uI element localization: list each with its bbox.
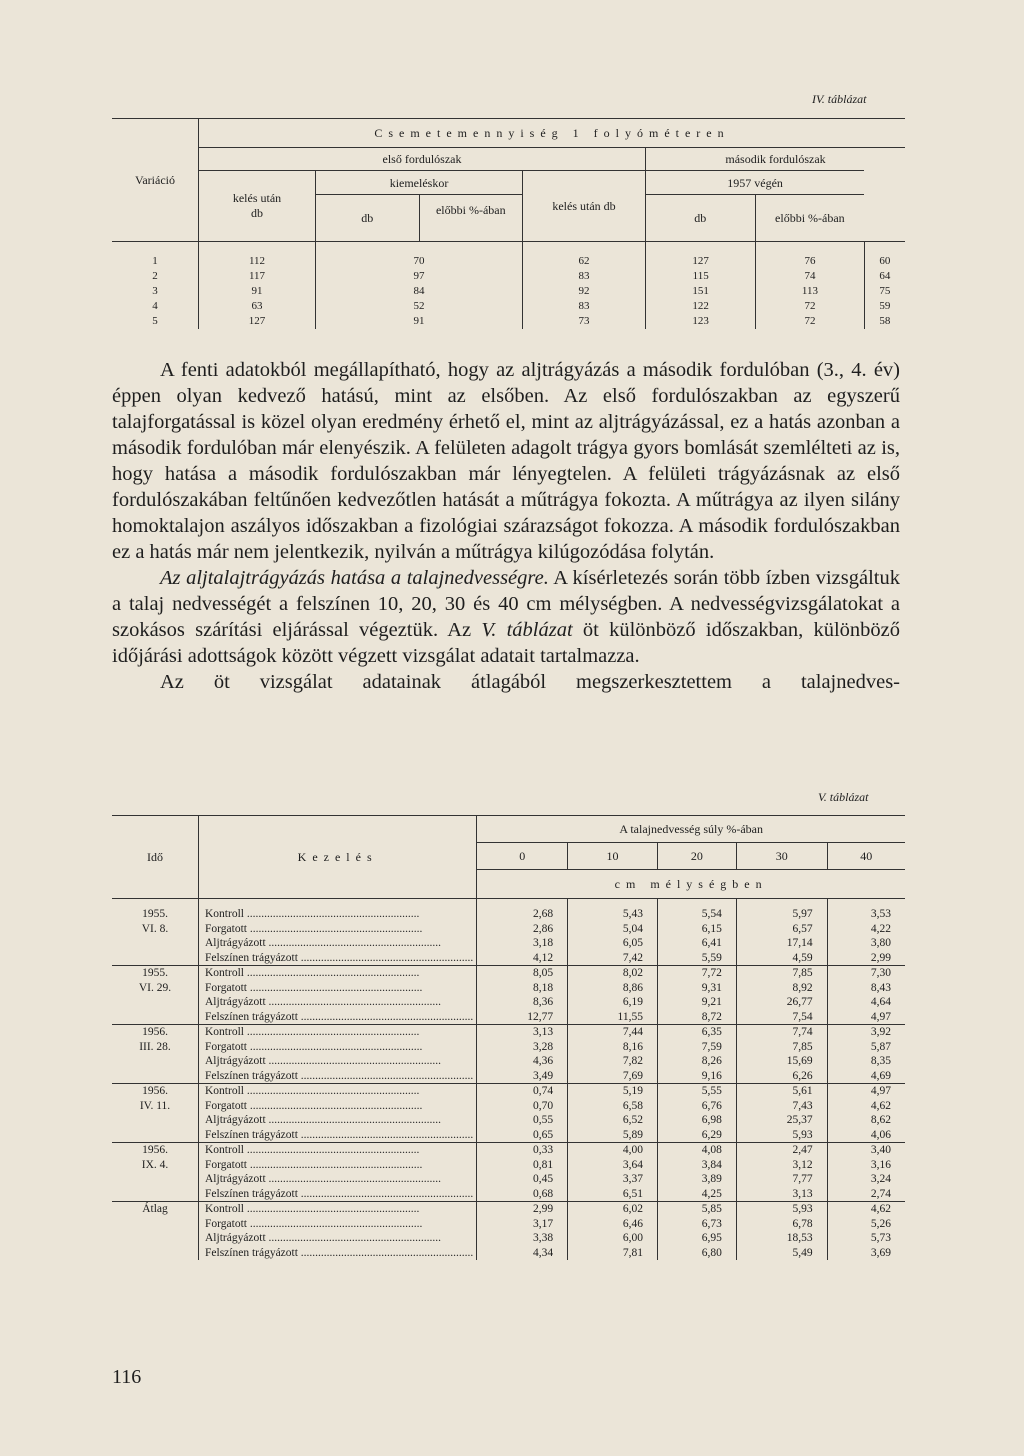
table4-cell: 58 xyxy=(864,314,905,329)
table4-cell: 91 xyxy=(199,284,316,299)
date-cell: IV. 11. xyxy=(139,1099,171,1112)
treatment-label: Aljtrágyázott ............................................................ xyxy=(199,1113,477,1128)
moisture-value: 7,42 xyxy=(568,951,658,966)
table4-cell: 83 xyxy=(523,299,646,314)
treatment-label: Aljtrágyázott ............................................................ xyxy=(199,1172,477,1187)
paragraph-2: Az aljtalajtrágyázás hatása a talajnedvességre. A kísérletezés során több ízben vizsgáltuk a talaj nedvességét a felszínen 10, 20, 30 és 40 cm mélységben. A nedvességvizsgálatokat a szokásos szárítási eljárással végeztük. Az V. táblázat öt különböző időszakban, különböző időjárási adottságok között végzett vizsgálat adatait tartalmazza. xyxy=(112,567,900,667)
moisture-value: 6,51 xyxy=(568,1187,658,1202)
treatment-label: Forgatott ............................................................ xyxy=(199,922,477,937)
moisture-value: 9,16 xyxy=(657,1069,736,1084)
moisture-value: 3,80 xyxy=(827,936,905,951)
moisture-value: 2,68 xyxy=(477,899,568,922)
table5-row xyxy=(112,1246,905,1261)
table4-cell: 123 xyxy=(646,314,756,329)
moisture-value: 2,86 xyxy=(477,922,568,937)
moisture-value: 6,76 xyxy=(657,1099,736,1114)
moisture-value: 3,38 xyxy=(477,1231,568,1246)
table4-cell: 63 xyxy=(199,299,316,314)
table5-row xyxy=(112,1025,905,1040)
date-cell: 1955. xyxy=(142,908,168,920)
date-cell xyxy=(112,1172,199,1187)
moisture-value: 5,54 xyxy=(657,899,736,922)
group-title: Csemetemennyiség 1 folyóméteren xyxy=(199,119,906,148)
table5-row xyxy=(112,1113,905,1128)
date-cell xyxy=(112,1054,199,1069)
moisture-value: 3,17 xyxy=(477,1217,568,1232)
treatment-label: Forgatott ............................................................ xyxy=(199,1217,477,1232)
treatment-label: Forgatott ............................................................ xyxy=(199,981,477,996)
moisture-value: 4,36 xyxy=(477,1054,568,1069)
moisture-value: 7,54 xyxy=(736,1010,827,1025)
moisture-value: 8,72 xyxy=(657,1010,736,1025)
moisture-value: 11,55 xyxy=(568,1010,658,1025)
treatment-label: Aljtrágyázott ............................................................ xyxy=(199,936,477,951)
date-cell: IX. 4. xyxy=(141,1158,169,1171)
moisture-value: 6,00 xyxy=(568,1231,658,1246)
depth-40: 40 xyxy=(827,843,905,870)
table4-cell: 117 xyxy=(199,269,316,284)
moisture-value: 5,73 xyxy=(827,1231,905,1246)
table4-row xyxy=(112,269,905,284)
moisture-value: 5,55 xyxy=(657,1084,736,1099)
kiem-db-label: db xyxy=(361,210,374,225)
date-cell xyxy=(112,1217,199,1232)
moisture-value: 3,84 xyxy=(657,1158,736,1173)
table5-row xyxy=(112,1040,905,1055)
vegen-db-label: db xyxy=(694,210,707,225)
moisture-value: 4,64 xyxy=(827,995,905,1010)
moisture-value: 8,02 xyxy=(568,966,658,981)
table4-cell: 84 xyxy=(316,284,523,299)
table4-cell: 122 xyxy=(646,299,756,314)
table5 xyxy=(112,815,905,1260)
moisture-value: 0,33 xyxy=(477,1143,568,1158)
moisture-value: 0,65 xyxy=(477,1128,568,1143)
table5-body xyxy=(112,899,905,1261)
moisture-value: 5,26 xyxy=(827,1217,905,1232)
moisture-value: 7,59 xyxy=(657,1040,736,1055)
date-cell: 1956. xyxy=(112,1025,199,1040)
table5-row xyxy=(112,1128,905,1143)
table5-row xyxy=(112,922,905,937)
table5-row xyxy=(112,966,905,981)
moisture-value: 8,36 xyxy=(477,995,568,1010)
moisture-value: 3,12 xyxy=(736,1158,827,1173)
moisture-value: 3,40 xyxy=(827,1143,905,1158)
table5-row xyxy=(112,1099,905,1114)
moisture-value: 6,73 xyxy=(657,1217,736,1232)
moisture-value: 4,97 xyxy=(827,1010,905,1025)
table4-cell: 115 xyxy=(646,269,756,284)
treatment-label: Kontroll ............................................................ xyxy=(199,966,477,981)
moisture-value: 6,95 xyxy=(657,1231,736,1246)
table4-cell: 3 xyxy=(152,285,158,297)
table4-cell: 151 xyxy=(646,284,756,299)
moisture-value: 4,59 xyxy=(736,951,827,966)
table4-caption: IV. táblázat xyxy=(812,92,867,106)
moisture-value: 3,89 xyxy=(657,1172,736,1187)
moisture-value: 4,69 xyxy=(827,1069,905,1084)
moisture-value: 3,13 xyxy=(736,1187,827,1202)
treatment-label: Kontroll ............................................................ xyxy=(199,1202,477,1217)
date-cell: 1956. xyxy=(112,1143,199,1158)
table5-row xyxy=(112,1054,905,1069)
moisture-value: 6,02 xyxy=(568,1202,658,1217)
date-cell xyxy=(112,936,199,951)
table5-row xyxy=(112,936,905,951)
table5-row xyxy=(112,1217,905,1232)
keles-utan-header xyxy=(199,171,316,242)
moisture-value: 6,80 xyxy=(657,1246,736,1261)
moisture-value: 7,30 xyxy=(827,966,905,981)
moisture-value: 4,22 xyxy=(827,922,905,937)
table4-row xyxy=(112,242,905,270)
moisture-value: 3,16 xyxy=(827,1158,905,1173)
moisture-value: 7,69 xyxy=(568,1069,658,1084)
treatment-label: Forgatott ............................................................ xyxy=(199,1040,477,1055)
date-cell: III. 28. xyxy=(139,1040,171,1053)
table5-row xyxy=(112,1187,905,1202)
moisture-value: 6,78 xyxy=(736,1217,827,1232)
moisture-value: 8,35 xyxy=(827,1054,905,1069)
date-cell: Átlag xyxy=(112,1202,199,1217)
moisture-value: 7,82 xyxy=(568,1054,658,1069)
col-ido: Idő xyxy=(112,816,199,899)
table5-row xyxy=(112,981,905,996)
table4-cell: 59 xyxy=(864,299,905,314)
moisture-value: 5,61 xyxy=(736,1084,827,1099)
moisture-value: 2,99 xyxy=(827,951,905,966)
table5-row xyxy=(112,899,905,922)
moisture-value: 5,49 xyxy=(736,1246,827,1261)
moisture-value: 6,05 xyxy=(568,936,658,951)
moisture-value: 5,93 xyxy=(736,1202,827,1217)
vegen-elobbi-label: előbbi %-ában xyxy=(755,195,865,241)
kiemeleskor-label: kiemeléskor xyxy=(316,172,522,195)
moisture-value: 3,92 xyxy=(827,1025,905,1040)
moisture-value: 8,05 xyxy=(477,966,568,981)
moisture-value: 5,04 xyxy=(568,922,658,937)
table5-row xyxy=(112,1069,905,1084)
moisture-value: 4,25 xyxy=(657,1187,736,1202)
treatment-label: Forgatott ............................................................ xyxy=(199,1158,477,1173)
table4-cell: 2 xyxy=(152,270,158,282)
table4-cell: 1 xyxy=(152,255,158,267)
table5-row xyxy=(112,1158,905,1173)
treatment-label: Aljtrágyázott ............................................................ xyxy=(199,1054,477,1069)
table5-caption: V. táblázat xyxy=(818,790,869,804)
table5-row xyxy=(112,951,905,966)
table5-row xyxy=(112,1202,905,1217)
body-text xyxy=(112,357,900,695)
table5-row xyxy=(112,1084,905,1099)
table-ref: V. táblázat xyxy=(481,619,573,641)
kiemeleskor-header xyxy=(316,171,523,242)
moisture-value: 6,41 xyxy=(657,936,736,951)
moisture-value: 7,85 xyxy=(736,1040,827,1055)
moisture-value: 6,52 xyxy=(568,1113,658,1128)
second-period: második fordulószak xyxy=(646,148,905,171)
moisture-value: 4,06 xyxy=(827,1128,905,1143)
moisture-value: 4,12 xyxy=(477,951,568,966)
date-cell xyxy=(112,1231,199,1246)
treatment-label: Aljtrágyázott ............................................................ xyxy=(199,1231,477,1246)
moisture-value: 4,97 xyxy=(827,1084,905,1099)
table4-cell: 75 xyxy=(864,284,905,299)
moisture-value: 5,97 xyxy=(736,899,827,922)
treatment-label: Felszínen trágyázott ............................................................ xyxy=(199,951,477,966)
table4-cell: 127 xyxy=(646,242,756,270)
date-cell xyxy=(112,1187,199,1202)
moisture-value: 7,74 xyxy=(736,1025,827,1040)
moisture-value: 5,87 xyxy=(827,1040,905,1055)
date-cell xyxy=(112,1113,199,1128)
table4-row xyxy=(112,299,905,314)
treatment-label: Felszínen trágyázott ............................................................ xyxy=(199,1187,477,1202)
table4-cell: 4 xyxy=(152,300,158,312)
moisture-value: 6,19 xyxy=(568,995,658,1010)
col-kezeles: Kezelés xyxy=(199,816,477,899)
paragraph-3: Az öt vizsgálat adatainak átlagából megszerkesztettem a talajnedves- xyxy=(160,671,900,693)
treatment-label: Aljtrágyázott ............................................................ xyxy=(199,995,477,1010)
moisture-value: 15,69 xyxy=(736,1054,827,1069)
moisture-value: 9,31 xyxy=(657,981,736,996)
table4-cell: 113 xyxy=(756,284,864,299)
moisture-value: 8,26 xyxy=(657,1054,736,1069)
table5-row xyxy=(112,1143,905,1158)
moisture-value: 6,46 xyxy=(568,1217,658,1232)
date-cell: 1956. xyxy=(112,1084,199,1099)
table4-cell: 92 xyxy=(523,284,646,299)
table4-cell: 112 xyxy=(199,242,316,270)
moisture-value: 4,08 xyxy=(657,1143,736,1158)
table4-cell: 64 xyxy=(864,269,905,284)
date-cell: VI. 8. xyxy=(141,922,169,935)
table4-row xyxy=(112,284,905,299)
table4-cell: 5 xyxy=(152,315,158,327)
moisture-value: 8,16 xyxy=(568,1040,658,1055)
moisture-value: 7,81 xyxy=(568,1246,658,1261)
moisture-value: 9,21 xyxy=(657,995,736,1010)
table4-cell: 97 xyxy=(316,269,523,284)
first-period: első fordulószak xyxy=(199,148,646,171)
moisture-value: 6,15 xyxy=(657,922,736,937)
moisture-value: 26,77 xyxy=(736,995,827,1010)
moisture-value: 3,49 xyxy=(477,1069,568,1084)
moisture-value: 3,24 xyxy=(827,1172,905,1187)
moisture-value: 17,14 xyxy=(736,936,827,951)
moisture-value: 7,85 xyxy=(736,966,827,981)
date-cell xyxy=(112,1069,199,1084)
moisture-value: 25,37 xyxy=(736,1113,827,1128)
moisture-value: 6,98 xyxy=(657,1113,736,1128)
depth-unit: cm mélységben xyxy=(477,870,905,899)
table4-cell: 74 xyxy=(756,269,864,284)
moisture-value: 8,86 xyxy=(568,981,658,996)
depth-20: 20 xyxy=(657,843,736,870)
moisture-value: 8,92 xyxy=(736,981,827,996)
date-cell xyxy=(112,951,199,966)
moisture-value: 8,18 xyxy=(477,981,568,996)
moisture-value: 18,53 xyxy=(736,1231,827,1246)
table5-row xyxy=(112,1172,905,1187)
moisture-value: 6,29 xyxy=(657,1128,736,1143)
date-cell xyxy=(112,1246,199,1261)
table5-row xyxy=(112,1231,905,1246)
moisture-value: 3,13 xyxy=(477,1025,568,1040)
moisture-value: 4,34 xyxy=(477,1246,568,1261)
section-title: Az aljtalajtrágyázás hatása a talajnedvességre. xyxy=(160,567,549,589)
moisture-value: 5,89 xyxy=(568,1128,658,1143)
moisture-value: 5,59 xyxy=(657,951,736,966)
paragraph-1: A fenti adatokból megállapítható, hogy az aljtrágyázás a második fordulóban (3., 4. év) éppen olyan kedvező hatású, mint az elsőben. Az első fordulószakban az egyszerű talajforgatással is közel olyan eredmény érhető el, mint az aljtrágyázással, ez a hatás azonban a második fordulóban már elenyészik. A felületen adagolt trágya gyors bomlását szemlélteti az is, hogy hatása a második fordulószakban már lényegtelen. A felületi trágyázásnak az első fordulószakában feltűnően kedvezőtlen hatását a műtrágya fokozta. A műtrágya az ilyen silány homoktalajon aszályos időszakban a fizológiai szárazságot fokozza. A második fordulószakban ez a hatás már nem jelentkezik, nyilván a műtrágya kilúgozódása folytán. xyxy=(112,359,900,563)
table4-cell: 127 xyxy=(199,314,316,329)
moisture-value: 7,43 xyxy=(736,1099,827,1114)
treatment-label: Kontroll ............................................................ xyxy=(199,1143,477,1158)
table4-cell: 70 xyxy=(316,242,523,270)
moisture-value: 7,44 xyxy=(568,1025,658,1040)
table4-cell: 62 xyxy=(523,242,646,270)
moisture-title: A talajnedvesség súly %-ában xyxy=(477,816,905,843)
moisture-value: 0,45 xyxy=(477,1172,568,1187)
moisture-value: 6,58 xyxy=(568,1099,658,1114)
moisture-value: 7,72 xyxy=(657,966,736,981)
db-label: db xyxy=(251,206,263,220)
depth-10: 10 xyxy=(568,843,658,870)
moisture-value: 6,26 xyxy=(736,1069,827,1084)
moisture-value: 4,00 xyxy=(568,1143,658,1158)
moisture-value: 6,57 xyxy=(736,922,827,937)
page-number: 116 xyxy=(112,1366,142,1388)
moisture-value: 3,69 xyxy=(827,1246,905,1261)
treatment-label: Kontroll ............................................................ xyxy=(199,1084,477,1099)
treatment-label: Felszínen trágyázott ............................................................ xyxy=(199,1246,477,1261)
table5-row xyxy=(112,995,905,1010)
vegen-header xyxy=(646,171,865,242)
moisture-value: 2,74 xyxy=(827,1187,905,1202)
moisture-value: 4,62 xyxy=(827,1099,905,1114)
moisture-value: 0,55 xyxy=(477,1113,568,1128)
treatment-label: Kontroll ............................................................ xyxy=(199,1025,477,1040)
moisture-value: 12,77 xyxy=(477,1010,568,1025)
table4-cell: 83 xyxy=(523,269,646,284)
treatment-label: Felszínen trágyázott ............................................................ xyxy=(199,1128,477,1143)
moisture-value: 3,18 xyxy=(477,936,568,951)
vegen-label: 1957 végén xyxy=(646,172,864,195)
moisture-value: 0,81 xyxy=(477,1158,568,1173)
moisture-value: 7,77 xyxy=(736,1172,827,1187)
treatment-label: Felszínen trágyázott ............................................................ xyxy=(199,1069,477,1084)
moisture-value: 3,64 xyxy=(568,1158,658,1173)
table4-cell: 72 xyxy=(756,314,864,329)
treatment-label: Felszínen trágyázott ............................................................ xyxy=(199,1010,477,1025)
moisture-value: 6,35 xyxy=(657,1025,736,1040)
treatment-label: Kontroll ............................................................ xyxy=(199,899,477,922)
moisture-value: 4,62 xyxy=(827,1202,905,1217)
table4-body xyxy=(112,242,905,330)
table4-cell: 72 xyxy=(756,299,864,314)
second-keles-header: kelés után db xyxy=(523,171,646,242)
moisture-value: 5,43 xyxy=(568,899,658,922)
col-variacio: Variáció xyxy=(112,119,199,242)
table4 xyxy=(112,118,905,329)
date-cell xyxy=(112,995,199,1010)
moisture-value: 2,99 xyxy=(477,1202,568,1217)
table4-row xyxy=(112,314,905,329)
moisture-value: 8,62 xyxy=(827,1113,905,1128)
table4-cell: 52 xyxy=(316,299,523,314)
moisture-value: 5,85 xyxy=(657,1202,736,1217)
table4-cell: 73 xyxy=(523,314,646,329)
moisture-value: 5,19 xyxy=(568,1084,658,1099)
depth-30: 30 xyxy=(736,843,827,870)
moisture-value: 2,47 xyxy=(736,1143,827,1158)
moisture-value: 8,43 xyxy=(827,981,905,996)
depth-0: 0 xyxy=(477,843,568,870)
moisture-value: 5,93 xyxy=(736,1128,827,1143)
date-cell: VI. 29. xyxy=(138,981,172,994)
date-cell: 1955. xyxy=(112,966,199,981)
moisture-value: 3,37 xyxy=(568,1172,658,1187)
kiem-elobbi-label: előbbi %-ában xyxy=(419,195,523,241)
date-cell xyxy=(112,1128,199,1143)
moisture-value: 3,28 xyxy=(477,1040,568,1055)
moisture-value: 0,68 xyxy=(477,1187,568,1202)
date-cell xyxy=(112,1010,199,1025)
table4-cell: 60 xyxy=(864,242,905,270)
table5-row xyxy=(112,1010,905,1025)
moisture-value: 0,70 xyxy=(477,1099,568,1114)
moisture-value: 3,53 xyxy=(827,899,905,922)
table4-cell: 76 xyxy=(756,242,864,270)
treatment-label: Forgatott ............................................................ xyxy=(199,1099,477,1114)
moisture-value: 0,74 xyxy=(477,1084,568,1099)
table4-cell: 91 xyxy=(316,314,523,329)
keles-utan-label: kelés után xyxy=(232,191,282,205)
